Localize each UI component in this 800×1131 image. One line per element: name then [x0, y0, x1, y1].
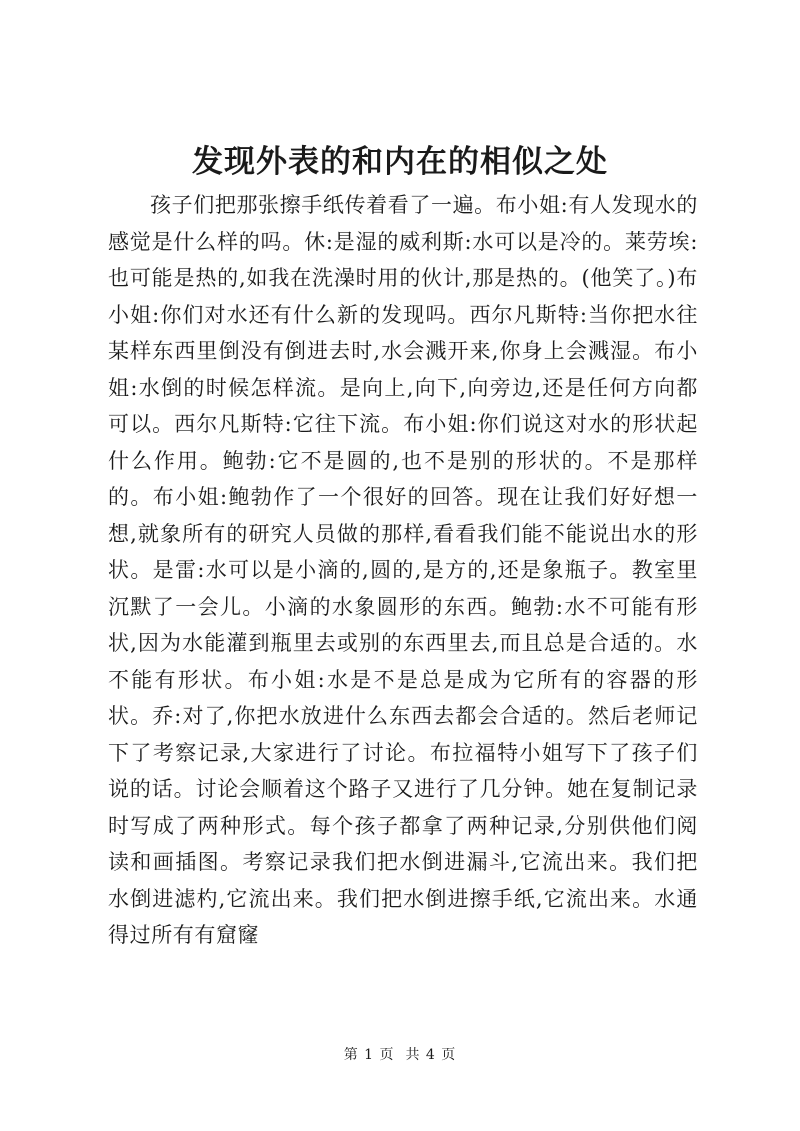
- document-title: 发现外表的和内在的相似之处: [192, 144, 608, 180]
- body-paragraph: 孩子们把那张擦手纸传着看了一遍。布小姐:有人发现水的感觉是什么样的吗。休:是湿的威利斯:水可以是冷的。莱劳埃:也可能是热的,如我在洗澡时用的伙计,那是热的。(他笑了。)布小姐:你们对水还有什么新的发现吗。西尔凡斯特:当你把水往某样东西里倒没有倒进去时,水会溅开来,你身上会溅湿。布小姐:水倒的时候怎样流。是向上,向下,向旁边,还是任何方向都可以。西尔凡斯特:它往下流。布小姐:你们说这对水的形状起什么作用。鲍勃:它不是圆的,也不是别的形状的。不是那样的。布小姐:鲍勃作了一个很好的回答。现在让我们好好想一想,就象所有的研究人员做的那样,看看我们能不能说出水的形状。是雷:水可以是小滴的,圆的,是方的,还是象瓶子。教室里沉默了一会儿。小滴的水象圆形的东西。鲍勃:水不可能有形状,因为水能灌到瓶里去或别的东西里去,而且总是合适的。水不能有形状。布小姐:水是不是总是成为它所有的容器的形状。乔:对了,你把水放进什么东西去都会合适的。然后老师记下了考察记录,大家进行了讨论。布拉福特小姐写下了孩子们说的话。讨论会顺着这个路子又进行了几分钟。她在复制记录时写成了两种形式。每个孩子都拿了两种记录,分别供他们阅读和画插图。考察记录我们把水倒进漏斗,它流出来。我们把水倒进滤杓,它流出来。我们把水倒进擦手纸,它流出来。水通得过所有有窟窿: [108, 193, 698, 947]
- page-footer: [0, 1044, 800, 1064]
- page-number-label: 第 1 页 共 4 页: [343, 1047, 457, 1063]
